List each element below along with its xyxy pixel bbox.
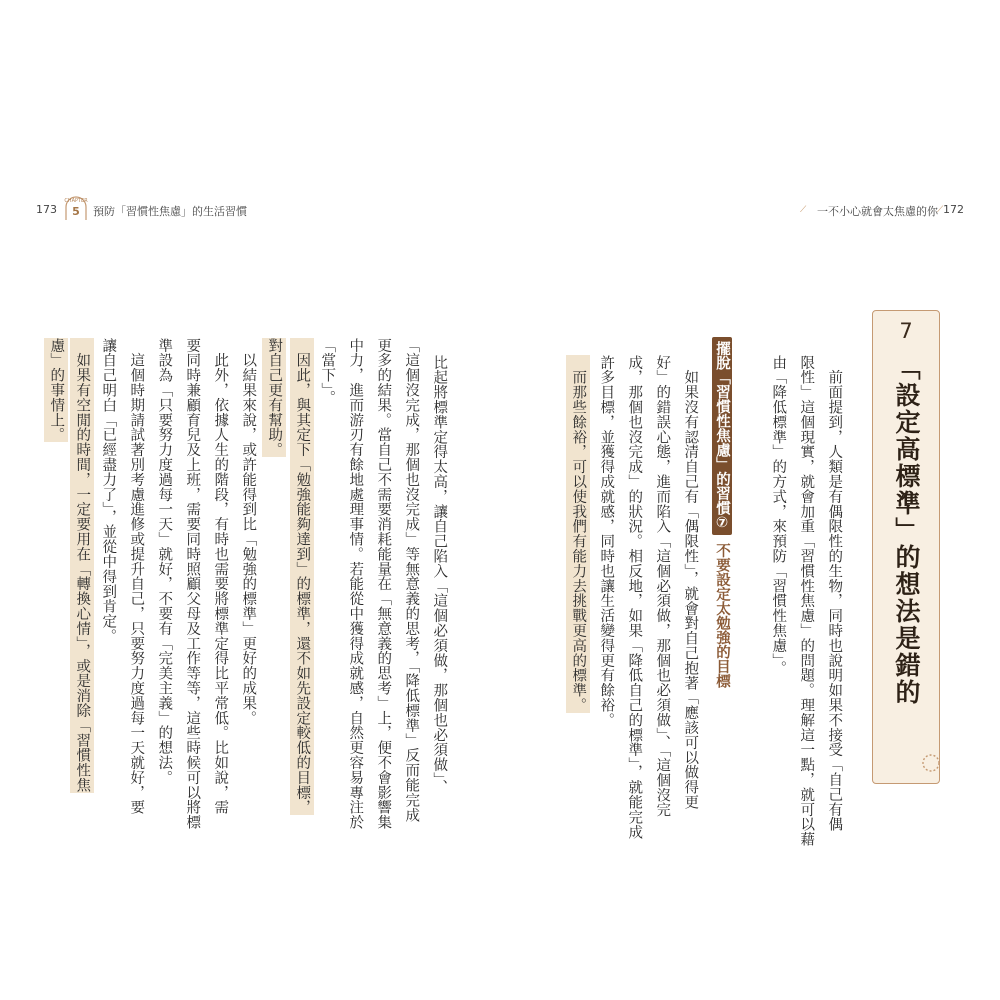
left-text-line: 比起將標準定得太高，讓自己陷入「這個必須做，那個也必須做」、 [431, 355, 448, 795]
left-running-head: 預防「習慣性焦慮」的生活習慣 [93, 205, 247, 218]
left-text-line-highlighted: 如果有空閒的時間，一定要用在「轉換心情」，或是消除「習慣性焦 [70, 338, 94, 793]
left-text-line: 此外，依據人生的階段，有時也需要將標準定得比平常低。比如說，需 [212, 338, 229, 815]
right-text-line: 限性」這個現實，就會加重「習慣性焦慮」的問題。理解這一點，就可以藉 [798, 355, 815, 847]
right-page-number: 172 [943, 203, 964, 216]
section-number: 7 [899, 319, 913, 343]
left-page-number: 173 [36, 203, 57, 216]
chapter-number: 5 [72, 205, 80, 218]
left-text-line: 中力，進而游刃有餘地處理事情。若能從中獲得成就感，自然更容易專注於 [347, 338, 364, 830]
chapter-word: CHAPTER [64, 198, 88, 204]
left-text-line: 這個時期請試著別考慮進修或提升自己，只要努力度過每一天就好，要 [128, 338, 145, 815]
section-title: 「設定高標準」的想法是錯的 [892, 355, 921, 706]
right-text-line: 前面提到，人類是有偶限性的生物，同時也說明如果不接受「自己有偶 [826, 355, 843, 832]
left-text-line: 更多的結果。當自己不需要消耗能量在「無意義的思考」上，便不會影響集 [375, 338, 392, 830]
sparkle-left-icon: ⟋ [800, 205, 807, 215]
subheading-tag: 擺脫「習慣性焦慮」的習慣⑦ [712, 337, 732, 535]
sparkle-right-icon: ⟋ [937, 205, 944, 215]
chapter-badge-icon [63, 196, 89, 222]
left-text-line: 「當下」。 [319, 338, 336, 406]
left-text-line-highlighted: 對自己更有幫助。 [262, 338, 286, 457]
left-text-line: 讓自己明白「已經盡力了」，並從中得到肯定。 [100, 338, 117, 644]
subheading [710, 337, 734, 688]
left-text-line: 要同時兼顧育兒及上班，需要同時照顧父母及工作等等，這些時候可以將標 [184, 338, 201, 830]
left-text-line-highlighted: 慮」的事情上。 [44, 338, 68, 442]
right-text-line: 許多目標，並獲得成就感，同時也讓生活變得更有餘裕。 [598, 355, 615, 728]
right-text-line: 由「降低標準」的方式，來預防「習慣性焦慮」。 [770, 355, 787, 676]
left-text-line-highlighted: 因此，與其定下「勉強能夠達到」的標準，還不如先設定較低的目標， [290, 338, 314, 815]
right-running-head: 一不小心就會太焦慮的你 [817, 205, 938, 218]
subheading-text: 不要設定太勉強的目標 [714, 543, 730, 688]
right-text-line-highlighted: 而那些餘裕，可以使我們有能力去挑戰更高的標準。 [566, 355, 590, 713]
left-text-line: 「這個沒完成，那個也沒完成」等無意義的思考，「降低標準」反而能完成 [403, 338, 420, 823]
dotted-circle-icon [920, 752, 942, 774]
right-text-line: 成，那個也沒完成」的狀況。相反地，如果「降低自己的標準」，就能完成 [626, 355, 643, 840]
left-text-line: 準設為「只要努力度過每一天」就好，不要有「完美主義」的想法。 [156, 338, 173, 785]
right-text-line: 如果沒有認清自己有「偶限性」，就會對自己抱著「應該可以做得更 [682, 355, 699, 810]
left-text-line: 以結果來說，或許能得到比「勉強的標準」更好的成果。 [240, 338, 257, 726]
section-title-box [872, 310, 940, 784]
right-text-line: 好」的錯誤心態，進而陷入「這個必須做，那個也必須做」、「這個沒完 [654, 355, 671, 818]
